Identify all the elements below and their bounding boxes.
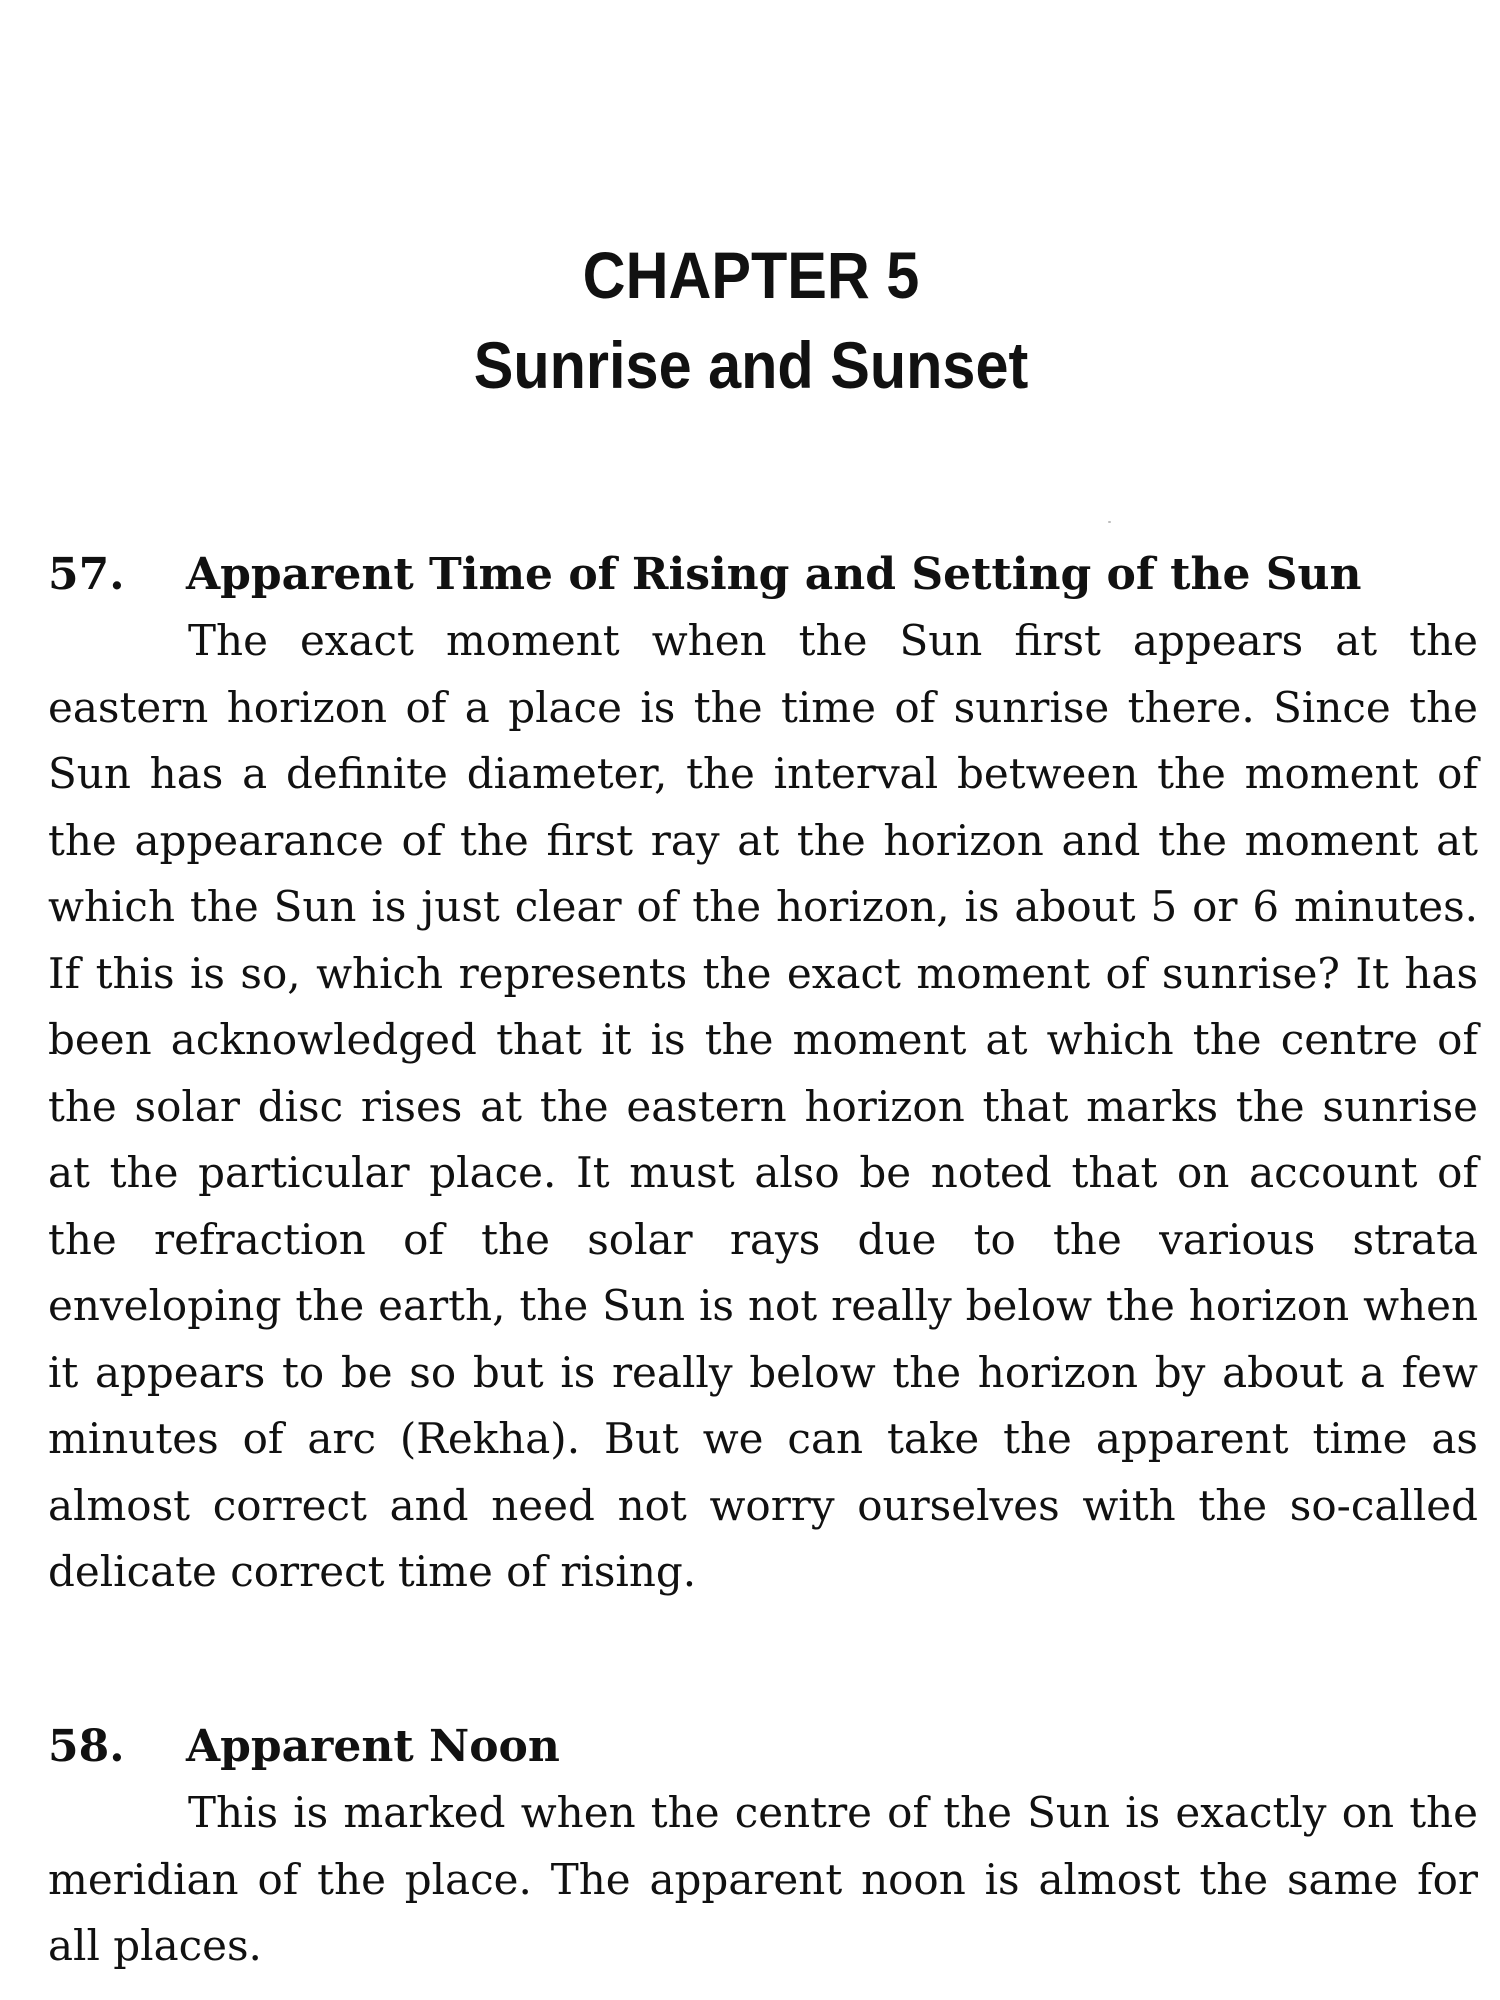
section-title: Apparent Time of Rising and Setting of the Sun	[186, 549, 1362, 600]
scan-speck	[1108, 521, 1111, 523]
section-number: 58.	[48, 1721, 125, 1772]
section-heading	[48, 542, 1478, 608]
chapter-number: CHAPTER 5	[582, 238, 920, 312]
section-paragraph: This is marked when the centre of the Sun is exactly on the meridian of the place. The apparent noon is almost the same for all places.	[48, 1788, 1478, 1970]
section-paragraph: The exact moment when the Sun first appears at the eastern horizon of a place is the time of sunrise there. Since the Sun has a definite diameter, the interval between the moment of the appearance of the first ray at the horizon and the moment at which the Sun is just clear of the horizon, is about 5 or 6 minutes. If this is so, which represents the exact moment of sunrise? It has been acknowledged that it is the moment at which the centre of the solar disc rises at the eastern horizon that marks the sunrise at the particular place. It must also be noted that on account of the refraction of the solar rays due to the various strata enveloping the earth, the Sun is not really below the horizon when it appears to be so but is really below the horizon by about a few minutes of arc (Rekha). But we can take the apparent time as almost correct and need not worry ourselves with the so-called delicate correct time of rising.	[48, 616, 1478, 1596]
chapter-title: Sunrise and Sunset	[473, 328, 1029, 402]
section-title: Apparent Noon	[186, 1721, 560, 1772]
section-58	[48, 1714, 1478, 1980]
section-heading	[48, 1714, 1478, 1780]
section-number: 57.	[48, 549, 125, 600]
section-57	[48, 542, 1478, 1606]
